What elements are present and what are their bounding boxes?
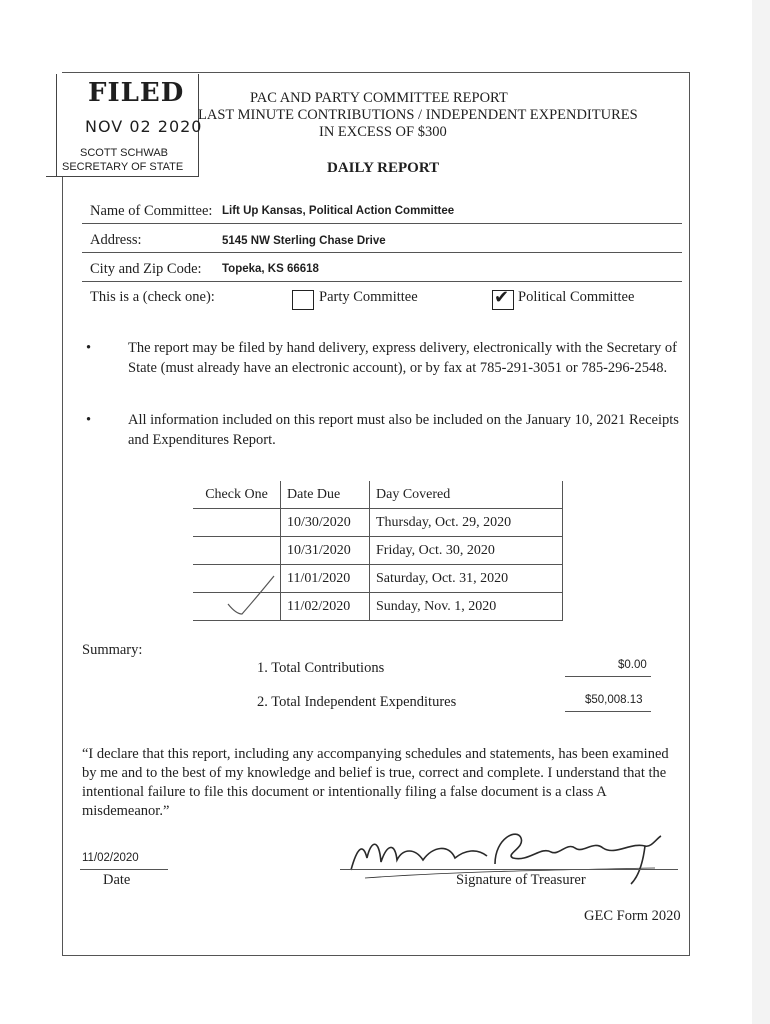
city-zip-label: City and Zip Code: [90, 261, 202, 277]
city-zip-rule [82, 281, 682, 282]
signature-rule [340, 869, 678, 870]
check-cell[interactable] [193, 537, 281, 565]
stamp-official-title: SECRETARY OF STATE [62, 161, 184, 173]
bullet-icon: • [86, 340, 92, 356]
party-committee-checkbox[interactable] [292, 290, 314, 310]
handwritten-check-icon [218, 570, 288, 620]
check-cell[interactable] [193, 509, 281, 537]
report-inclusion-note: All information included on this report must also be included on the January 10, 2021 Receipts and Expenditures Report. [128, 412, 679, 448]
report-threshold: IN EXCESS OF $300 [319, 124, 447, 140]
form-border-top [62, 72, 690, 73]
filing-methods-note: The report may be filed by hand delivery, express delivery, electronically with the Secretary of State (must already have an electronic account), or by fax at 785-291-3051 or 785-296-2548. [128, 340, 677, 376]
day-covered-cell: Saturday, Oct. 31, 2020 [370, 565, 563, 593]
form-border-right [689, 72, 690, 956]
date-rule [80, 869, 168, 870]
city-zip-value: Topeka, KS 66618 [222, 263, 319, 275]
date-due-cell: 11/01/2020 [281, 565, 370, 593]
scan-edge [752, 0, 770, 1024]
report-type: DAILY REPORT [327, 160, 440, 176]
filed-stamp-edge [56, 74, 58, 176]
bullet-icon: • [86, 412, 92, 428]
day-covered-cell: Friday, Oct. 30, 2020 [370, 537, 563, 565]
committee-name-rule [82, 223, 682, 224]
date-due-cell: 10/31/2020 [281, 537, 370, 565]
total-expenditures-rule [565, 711, 651, 712]
form-identifier: GEC Form 2020 [584, 908, 681, 924]
political-committee-checkbox[interactable] [492, 287, 514, 310]
total-expenditures-label: 2. Total Independent Expenditures [257, 694, 457, 710]
table-row [193, 537, 563, 565]
report-title: PAC AND PARTY COMMITTEE REPORT [250, 90, 508, 106]
column-header-date-due: Date Due [281, 481, 370, 509]
declaration-text: “I declare that this report, including any accompanying schedules and statements, has been examined by me and to the best of my knowledge and belief is true, correct and complete. I understand that the intentional failure to file this document or intentionally filing a false document is a class A misdemeanor.” [82, 746, 669, 819]
date-due-cell: 10/30/2020 [281, 509, 370, 537]
stamp-official-name: SCOTT SCHWAB [80, 147, 169, 159]
party-committee-label: Party Committee [319, 289, 418, 305]
report-subtitle: LAST MINUTE CONTRIBUTIONS / INDEPENDENT EXPENDITURES [198, 107, 638, 123]
column-header-day-covered: Day Covered [370, 481, 563, 509]
table-header-row [193, 481, 563, 509]
form-border-left [62, 176, 63, 956]
total-contributions-value: $0.00 [618, 659, 647, 671]
signed-date-value: 11/02/2020 [82, 852, 139, 864]
day-covered-cell: Sunday, Nov. 1, 2020 [370, 593, 563, 621]
committee-type-label: This is a (check one): [90, 289, 215, 305]
total-contributions-label: 1. Total Contributions [257, 660, 385, 676]
address-label: Address: [90, 232, 142, 248]
day-covered-cell: Thursday, Oct. 29, 2020 [370, 509, 563, 537]
total-expenditures-value: $50,008.13 [585, 694, 643, 706]
date-due-cell: 11/02/2020 [281, 593, 370, 621]
political-committee-label: Political Committee [518, 289, 635, 305]
checkmark-icon: ✔ [494, 287, 510, 308]
total-contributions-rule [565, 676, 651, 677]
address-value: 5145 NW Sterling Chase Drive [222, 235, 386, 247]
date-label: Date [103, 872, 131, 888]
stamp-status: FILED [88, 78, 185, 108]
committee-name-value: Lift Up Kansas, Political Action Committee [222, 205, 455, 217]
summary-label: Summary: [82, 642, 143, 658]
form-border-bottom [62, 955, 690, 956]
stamp-date: NOV 02 2020 [85, 117, 203, 136]
treasurer-signature-label: Signature of Treasurer [456, 872, 586, 888]
committee-name-label: Name of Committee: [90, 203, 213, 219]
table-row [193, 509, 563, 537]
column-header-check: Check One [193, 481, 281, 509]
address-rule [82, 252, 682, 253]
